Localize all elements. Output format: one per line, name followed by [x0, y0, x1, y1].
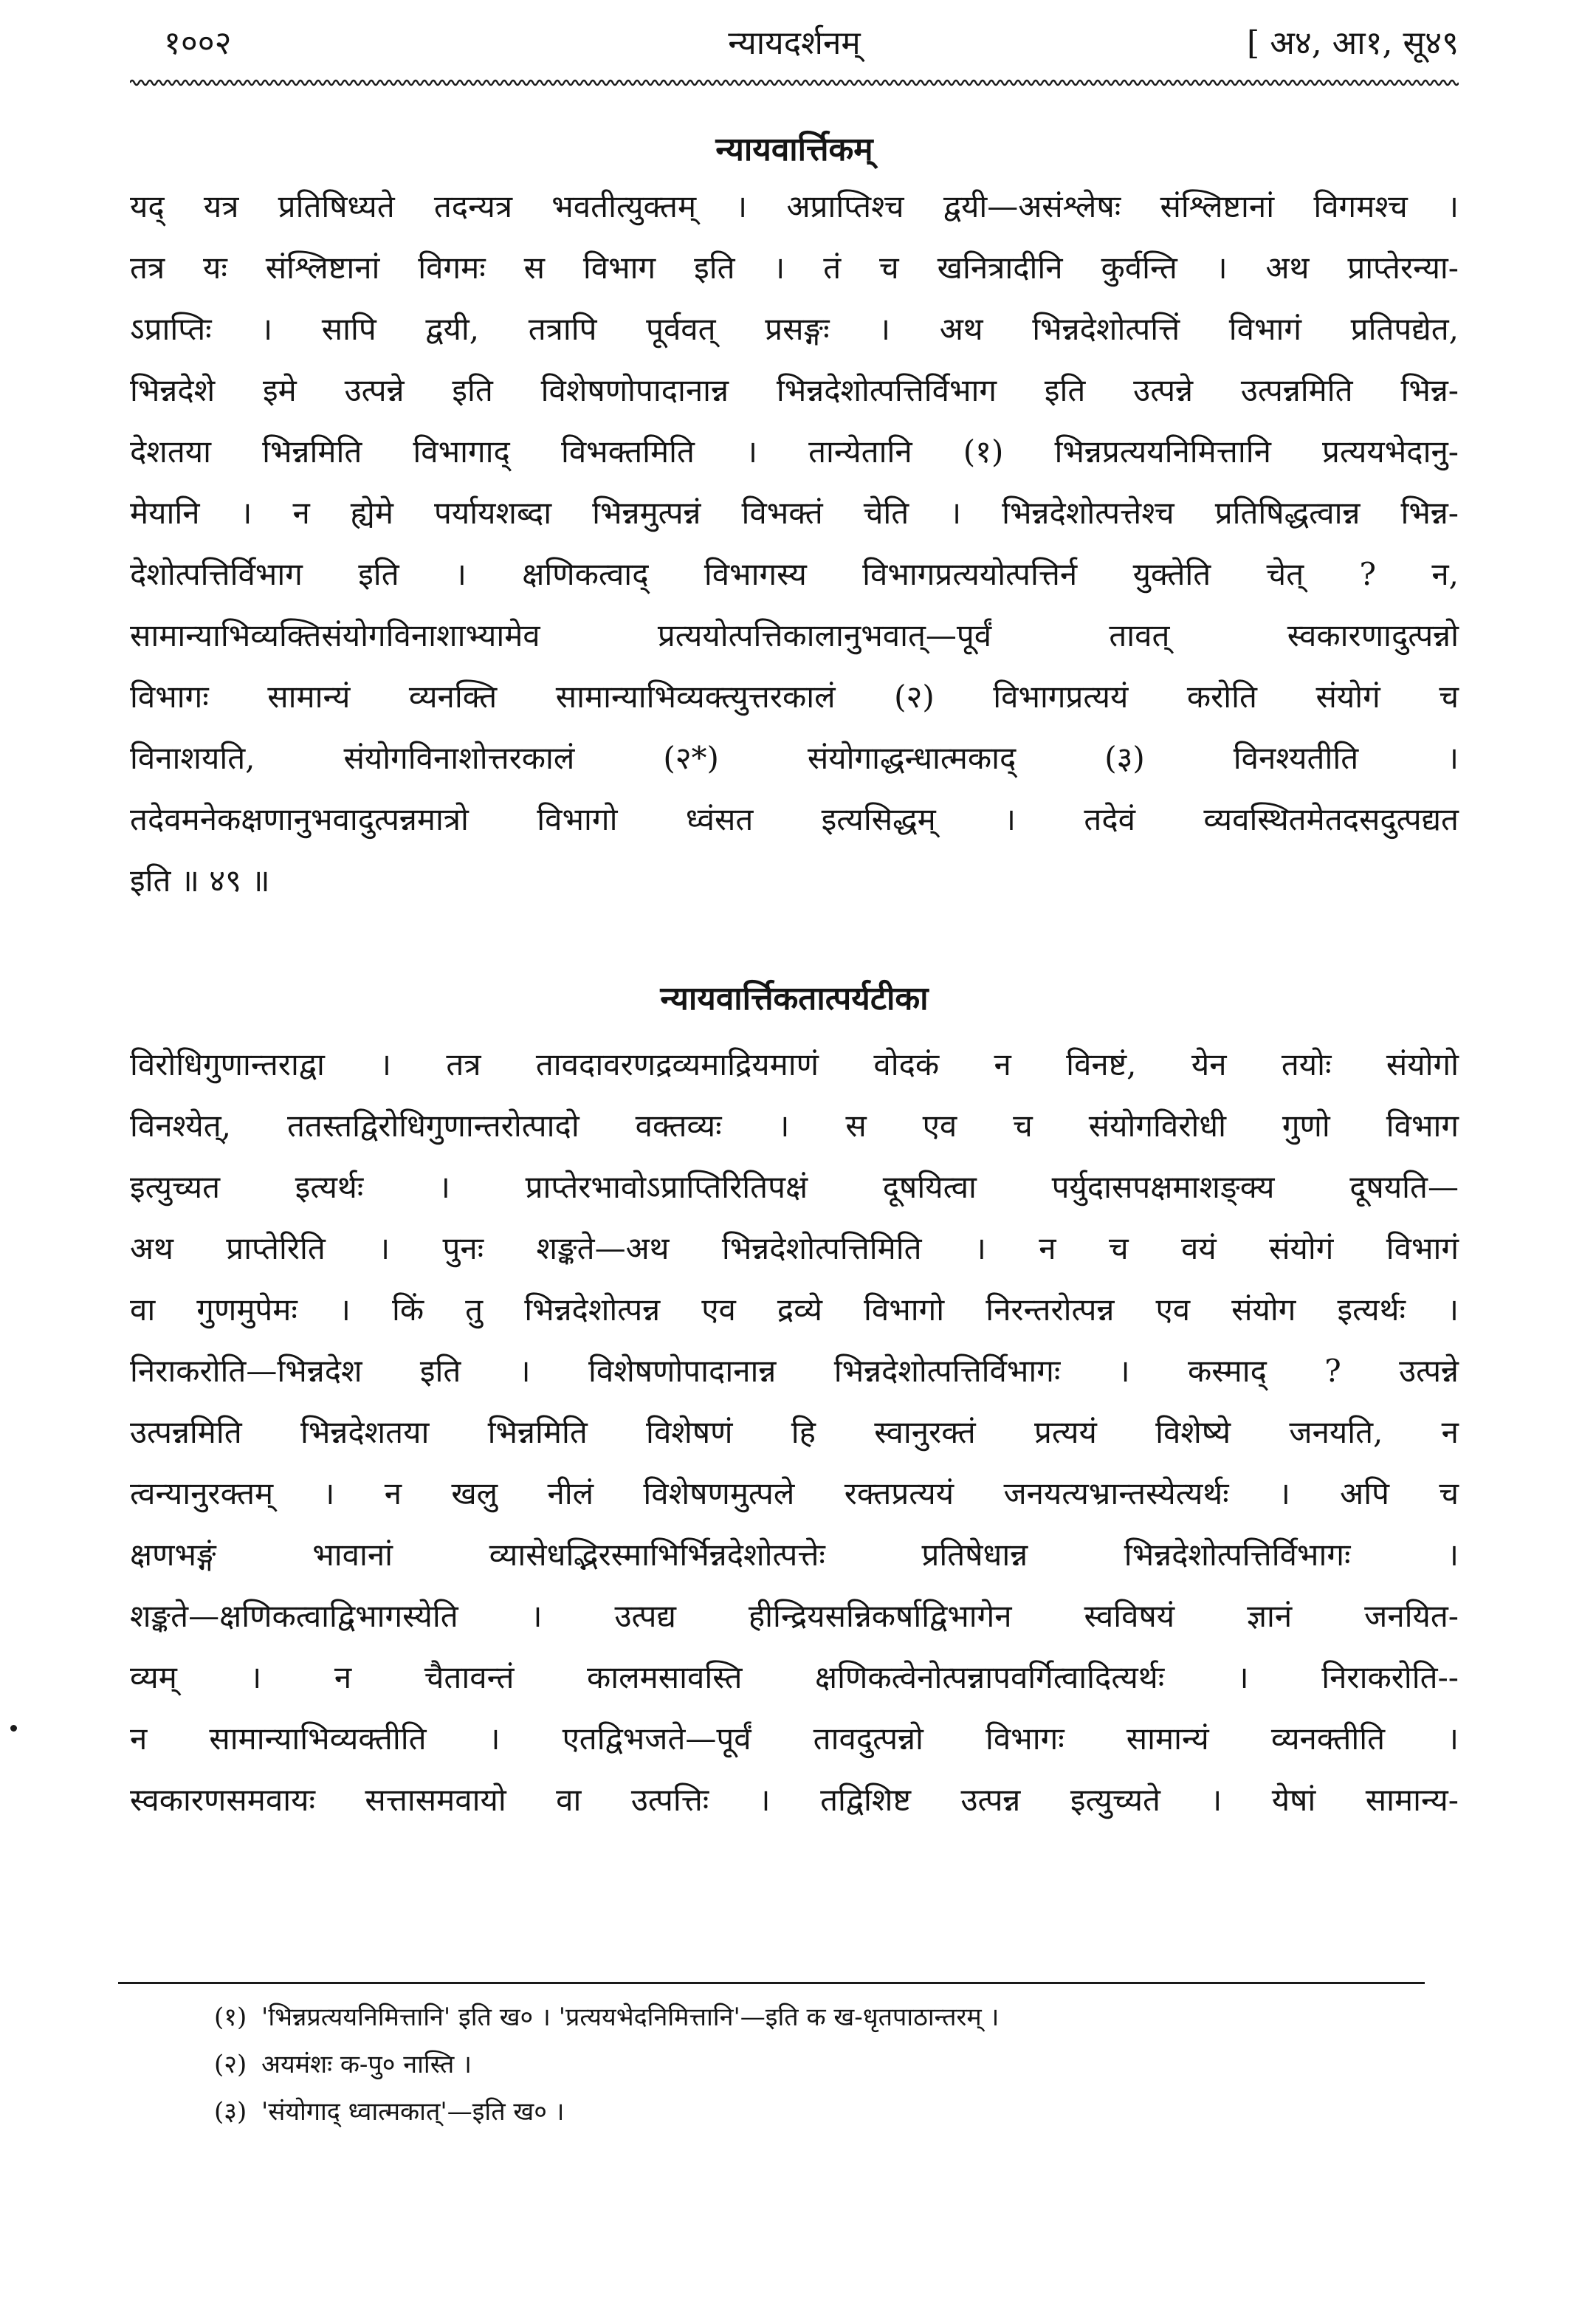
text-line: विनश्येत्, ततस्तद्विरोधिगुणान्तरोत्पादो वक्तव्यः । स एव च संयोगविरोधी गुणो विभाग	[130, 1108, 1459, 1144]
footnotes	[214, 1994, 1425, 2135]
footnote-mark: (२)	[214, 2050, 247, 2079]
text-line: देशोत्पत्तिर्विभाग इति । क्षणिकत्वाद् विभागस्य विभागप्रत्ययोत्पत्तिर्न युक्तेति चेत् ? न,	[130, 556, 1459, 592]
running-title: न्यायदर्शनम्	[728, 24, 861, 62]
footnote-text: 'भिन्नप्रत्ययनिमित्तानि' इति ख० । 'प्रत्ययभेदनिमित्तानि'—इति क ख-धृतपाठान्तरम् ।	[261, 2003, 1000, 2032]
text-line: शङ्कते—क्षणिकत्वाद्विभागस्येति । उत्पद्य हीन्द्रियसन्निकर्षाद्विभागेन स्वविषयं ज्ञानं जनयित-	[130, 1598, 1459, 1634]
tika-text	[130, 1034, 1459, 1830]
footnote-mark: (१)	[214, 2003, 247, 2032]
footnote	[214, 1994, 1425, 2041]
section-title-vartika: न्यायवार्त्तिकम्	[715, 131, 873, 168]
text-line: सामान्याभिव्यक्तिसंयोगविनाशाभ्यामेव प्रत्ययोत्पत्तिकालानुभवात्—पूर्वं तावत् स्वकारणादुत्पन्नो	[130, 617, 1459, 653]
margin-dot	[10, 1725, 17, 1732]
text-line: विभागः सामान्यं व्यनक्ति सामान्याभिव्यक्त्युत्तरकालं (२) विभागप्रत्ययं करोति संयोगं च	[130, 679, 1459, 715]
footnote-mark: (३)	[214, 2097, 247, 2127]
footnote-text: 'संयोगाद् ध्वात्मकात्'—इति ख० ।	[261, 2097, 565, 2127]
footnote	[214, 2041, 1425, 2088]
wavy-rule	[130, 75, 1459, 90]
text-line: वा गुणमुपेमः । किं तु भिन्नदेशोत्पन्न एव द्रव्ये विभागो निरन्तरोत्पन्न एव संयोग इत्यर्थः ।	[130, 1291, 1459, 1328]
text-line: यद् यत्र प्रतिषिध्यते तदन्यत्र भवतीत्युक्तम् । अप्राप्तिश्च द्वयी—असंश्लेषः संश्लिष्टानां विगमश्च ।	[130, 188, 1459, 224]
text-line: अथ प्राप्तेरिति । पुनः शङ्कते—अथ भिन्नदेशोत्पत्तिमिति । न च वयं संयोगं विभागं	[130, 1230, 1459, 1266]
text-line: क्षणभङ्गं भावानां व्यासेधद्भिरस्माभिर्भिन्नदेशोत्पत्तेः प्रतिषेधान्न भिन्नदेशोत्पत्तिर्विभागः ।	[130, 1537, 1459, 1573]
text-line: तत्र यः संश्लिष्टानां विगमः स विभाग इति । तं च खनित्रादीनि कुर्वन्ति । अथ प्राप्तेरन्या-	[130, 250, 1459, 286]
text-line: निराकरोति—भिन्नदेश इति । विशेषणोपादानान्न भिन्नदेशोत्पत्तिर्विभागः । कस्माद् ? उत्पन्ने	[130, 1353, 1459, 1389]
text-line: स्वकारणसमवायः सत्तासमवायो वा उत्पत्तिः । तद्विशिष्ट उत्पन्न इत्युच्यते । येषां सामान्य-	[130, 1782, 1459, 1818]
footnote-text: अयमंशः क-पु० नास्ति ।	[261, 2050, 472, 2079]
sutra-reference: [ अ४, आ१, सू४९	[1247, 24, 1459, 62]
text-line: विनाशयति, संयोगविनाशोत्तरकालं (२*) संयोगाद्धन्धात्मकाद् (३) विनश्यतीति ।	[130, 740, 1459, 776]
text-line: ऽप्राप्तिः । सापि द्वयी, तत्रापि पूर्ववत् प्रसङ्गः । अथ भिन्नदेशोत्पत्तिं विभागं प्रतिपद्येत,	[130, 311, 1459, 347]
text-line: इत्युच्यत इत्यर्थः । प्राप्तेरभावोऽप्राप्तिरितिपक्षं दूषयित्वा पर्युदासपक्षमाशङ्क्य दूषयति—	[130, 1169, 1459, 1205]
page-number: १००२	[164, 24, 232, 62]
footnote-rule	[118, 1982, 1425, 1984]
text-line: त्वन्यानुरक्तम् । न खलु नीलं विशेषणमुत्पले रक्तप्रत्ययं जनयत्यभ्रान्तस्येत्यर्थः । अपि च	[130, 1475, 1459, 1512]
vartika-text	[130, 176, 1459, 911]
footnote	[214, 2088, 1425, 2135]
section-title-tika: न्यायवार्त्तिकतात्पर्यटीका	[660, 980, 929, 1018]
text-line: देशतया भिन्नमिति विभागाद् विभक्तमिति । तान्येतानि (१) भिन्नप्रत्ययनिमित्तानि प्रत्ययभेदानु-	[130, 433, 1459, 470]
text-line: उत्पन्नमिति भिन्नदेशतया भिन्नमिति विशेषणं हि स्वानुरक्तं प्रत्ययं विशेष्ये जनयति, न	[130, 1414, 1459, 1450]
text-line: व्यम् । न चैतावन्तं कालमसावस्ति क्षणिकत्वेनोत्पन्नापवर्गित्वादित्यर्थः । निराकरोति--	[130, 1659, 1459, 1695]
text-line: भिन्नदेशे इमे उत्पन्ने इति विशेषणोपादानान्न भिन्नदेशोत्पत्तिर्विभाग इति उत्पन्ने उत्पन्नमिति भिन्न-	[130, 372, 1459, 408]
text-line: विरोधिगुणान्तराद्वा । तत्र तावदावरणद्रव्यमाद्रियमाणं वोदकं न विनष्टं, येन तयोः संयोगो	[130, 1046, 1459, 1082]
text-line: तदेवमनेकक्षणानुभवादुत्पन्नमात्रो विभागो ध्वंसत इत्यसिद्धम् । तदेवं व्यवस्थितमेतदसदुत्पद्यत	[130, 801, 1459, 837]
text-line: न सामान्याभिव्यक्तीति । एतद्विभजते—पूर्वं तावदुत्पन्नो विभागः सामान्यं व्यनक्तीति ।	[130, 1720, 1459, 1757]
text-line: मेयानि । न ह्येमे पर्यायशब्दा भिन्नमुत्पन्नं विभक्तं चेति । भिन्नदेशोत्पत्तेश्च प्रतिषिद्धत्वान्न भिन्न-	[130, 495, 1459, 531]
page-header	[130, 18, 1459, 69]
text-line: इति ॥ ४९ ॥	[130, 862, 270, 899]
